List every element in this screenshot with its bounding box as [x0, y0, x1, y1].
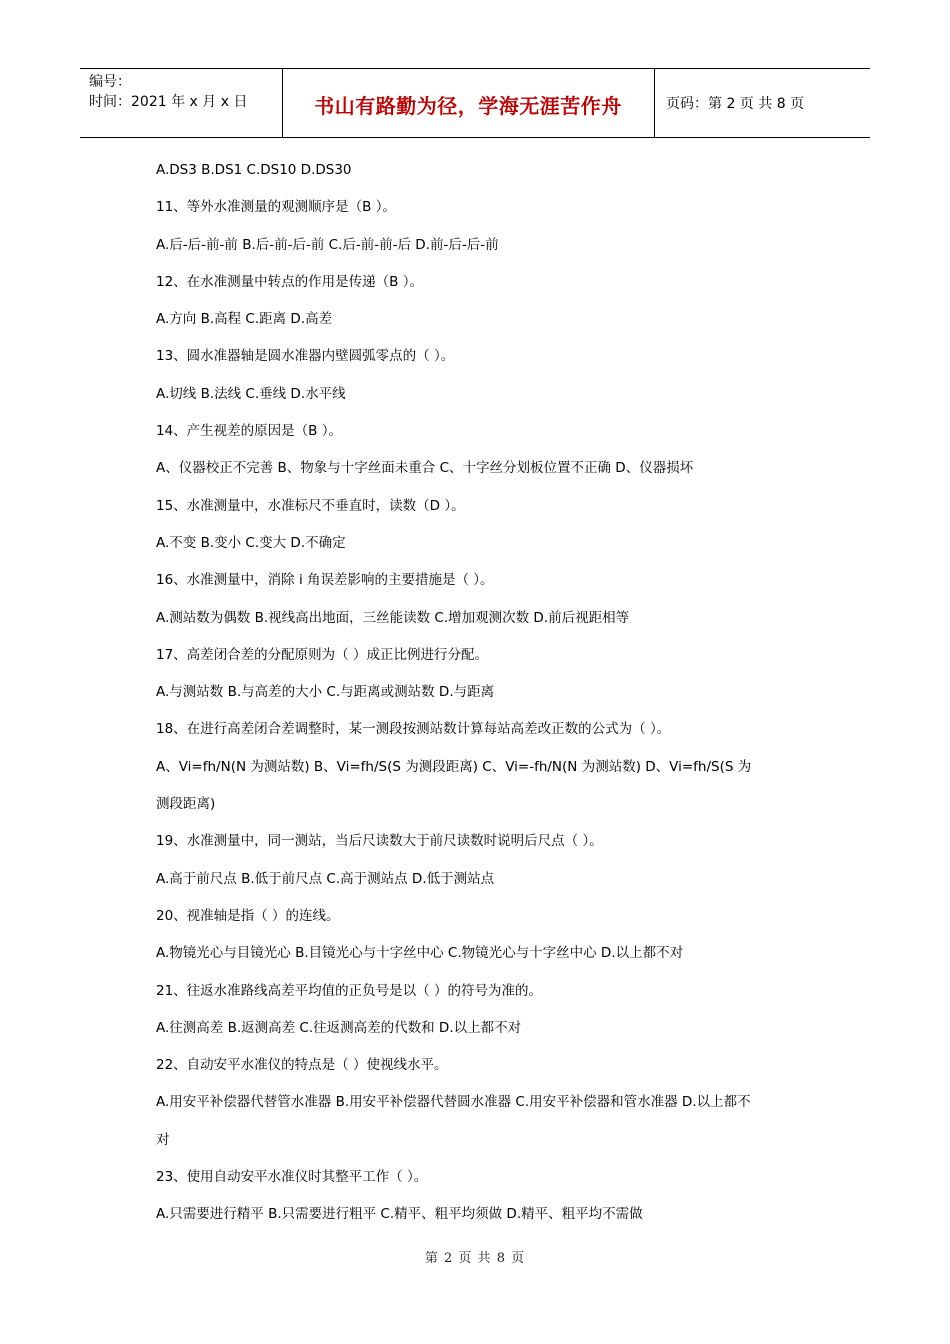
question-list	[156, 160, 816, 1242]
text-line: 13、圆水准器轴是圆水准器内壁圆弧零点的（ ）。	[156, 348, 455, 365]
text-line: 对	[156, 1131, 170, 1148]
text-line: A.高于前尺点 B.低于前尺点 C.高于测站点 D.低于测站点	[156, 870, 495, 887]
text-line: 21、往返水准路线高差平均值的正负号是以（ ）的符号为准的。	[156, 982, 542, 999]
text-line: 18、在进行高差闭合差调整时，某一测段按测站数计算每站高差改正数的公式为（ ）。	[156, 721, 671, 738]
text-line: A.与测站数 B.与高差的大小 C.与距离或测站数 D.与距离	[156, 684, 495, 701]
text-line: 20、视准轴是指（ ）的连线。	[156, 907, 340, 924]
page-header	[80, 68, 870, 138]
text-line: A.后-后-前-前 B.后-前-后-前 C.后-前-前-后 D.前-后-后-前	[156, 236, 499, 253]
header-motto-cell	[282, 69, 655, 137]
header-info-cell	[80, 69, 283, 137]
text-line: A.不变 B.变小 C.变大 D.不确定	[156, 534, 346, 551]
date-line: 时间：2021 年 x 月 x 日	[89, 94, 248, 110]
page-footer: 第 2 页 共 8 页	[424, 1251, 526, 1266]
text-line: 14、产生视差的原因是（B ）。	[156, 423, 342, 440]
page-info: 页码：第 2 页 共 8 页	[666, 96, 805, 112]
text-line: A、仪器校正不完善 B、物象与十字丝面未重合 C、十字丝分划板位置不正确 D、仪器损坏	[156, 460, 694, 477]
text-line: A.DS3 B.DS1 C.DS10 D.DS30	[156, 162, 352, 178]
text-line: 11、等外水准测量的观测顺序是（B ）。	[156, 199, 396, 216]
motto: 书山有路勤为径，学海无涯苦作舟	[314, 94, 622, 118]
text-line: 16、水准测量中，消除 i 角误差影响的主要措施是（ ）。	[156, 572, 494, 589]
text-line: 19、水准测量中，同一测站，当后尺读数大于前尺读数时说明后尺点（ ）。	[156, 833, 603, 850]
text-line: 23、使用自动安平水准仪时其整平工作（ ）。	[156, 1169, 428, 1186]
text-line: 测段距离)	[156, 796, 216, 813]
text-line: 17、高差闭合差的分配原则为（ ）成正比例进行分配。	[156, 646, 488, 663]
text-line: A.测站数为偶数 B.视线高出地面，三丝能读数 C.增加观测次数 D.前后视距相等	[156, 609, 630, 626]
text-line: 22、自动安平水准仪的特点是（ ）使视线水平。	[156, 1057, 448, 1074]
text-line: A、Vi=fh/N(N 为测站数) B、Vi=fh/S(S 为测段距离) C、Vi=-fh/N(N 为测站数) D、Vi=fh/S(S 为	[156, 758, 752, 775]
text-line: A.只需要进行精平 B.只需要进行粗平 C.精平、粗平均须做 D.精平、粗平均不需做	[156, 1206, 643, 1223]
text-line: A.切线 B.法线 C.垂线 D.水平线	[156, 385, 346, 402]
text-line: 12、在水准测量中转点的作用是传递（B ）。	[156, 273, 423, 290]
text-line: A.方向 B.高程 C.距离 D.高差	[156, 311, 333, 328]
header-page-cell	[654, 69, 870, 137]
text-line: A.用安平补偿器代替管水准器 B.用安平补偿器代替圆水准器 C.用安平补偿器和管水准器 D.以上都不	[156, 1094, 751, 1111]
text-line: A.往测高差 B.返测高差 C.往返测高差的代数和 D.以上都不对	[156, 1019, 522, 1036]
text-line: A.物镜光心与目镜光心 B.目镜光心与十字丝中心 C.物镜光心与十字丝中心 D.以上都不对	[156, 945, 684, 962]
text-line: 15、水准测量中，水准标尺不垂直时，读数（D ）。	[156, 497, 465, 514]
doc-number-label: 编号：	[89, 74, 131, 90]
